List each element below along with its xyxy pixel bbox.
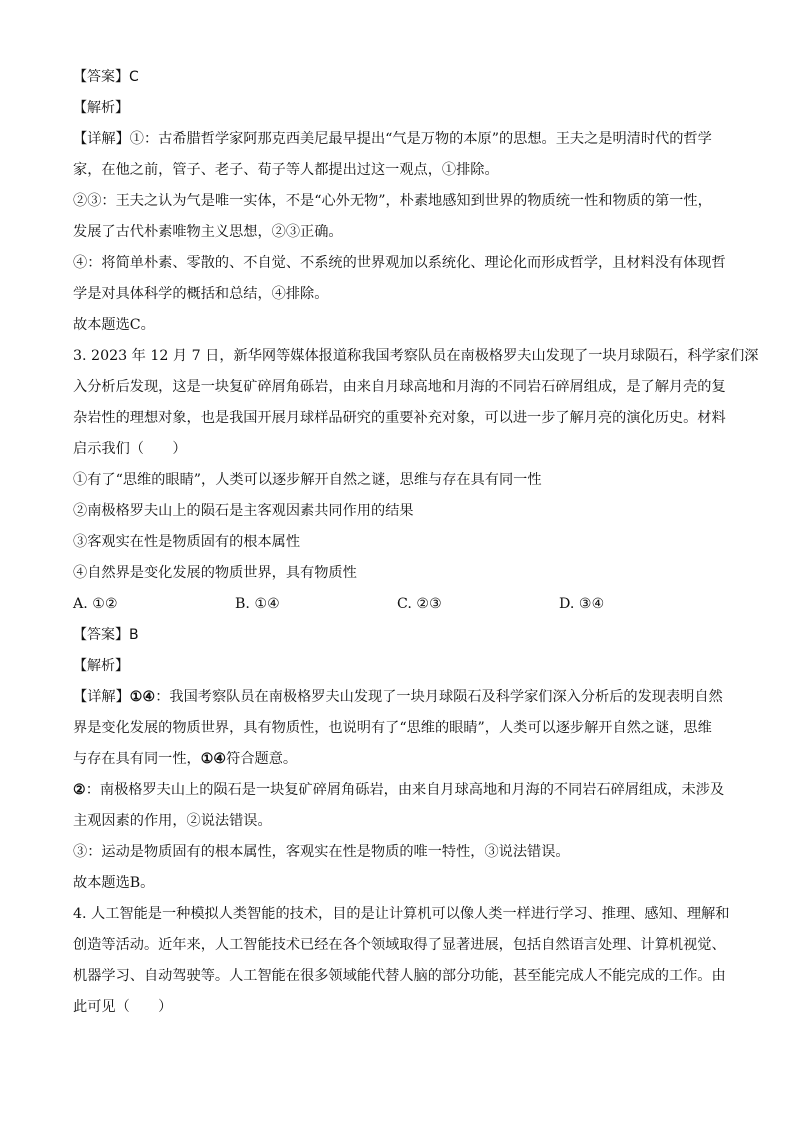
q3-item-1: ①有了“思维的眼睛”，人类可以逐步解开自然之谜，思维与存在具有同一性 bbox=[73, 472, 542, 488]
q4-stem-line-3: 机器学习、自动驾驶等。人工智能在很多领域能代替人脑的部分功能，甚至能完成人不能完成的工作。由 bbox=[73, 968, 726, 984]
q3-option-c: C. ②③ bbox=[397, 596, 442, 612]
q4-stem-line-4: 此可见（ ） bbox=[73, 999, 173, 1015]
q3-option-a: A. ①② bbox=[73, 596, 118, 612]
q3-detail-2-line-2: 主观因素的作用，②说法错误。 bbox=[73, 813, 272, 829]
q3-detail-14-numbers: ①④ bbox=[129, 689, 156, 705]
q3-stem-line-1: 3. 2023 年 12 月 7 日，新华网等媒体报道称我国考察队员在南极格罗夫山发现了一块月球陨石，科学家们深 bbox=[73, 348, 759, 364]
q3-conclusion: 故本题选B。 bbox=[73, 875, 155, 891]
q3-item-3: ③客观实在性是物质固有的根本属性 bbox=[73, 534, 301, 550]
q3-detail-label: 【详解】 bbox=[73, 689, 130, 705]
q3-detail-14-line-2: 界是变化发展的物质世界，具有物质性，也说明有了“思维的眼睛”，人类可以逐步解开自然之谜，思维 bbox=[73, 720, 712, 736]
q3-detail-2-text-1: ：南极格罗夫山上的陨石是一块复矿碎屑角砾岩，由来自月球高地和月海的不同岩石碎屑组成，未涉及 bbox=[85, 782, 725, 798]
q3-stem-line-2: 入分析后发现，这是一块复矿碎屑角砾岩，由来自月球高地和月海的不同岩石碎屑组成，是了解月壳的复 bbox=[73, 379, 726, 395]
q3-detail-2-number: ② bbox=[73, 782, 86, 798]
q3-detail-14-text-3a: 与存在具有同一性， bbox=[73, 751, 201, 767]
q2-detail-line-2: 家，在他之前，管子、老子、荀子等人都提出过这一观点，①排除。 bbox=[73, 162, 499, 178]
q3-detail-14-numbers-2: ①④ bbox=[200, 751, 227, 767]
q3-options bbox=[73, 589, 723, 620]
q2-point-23-line-1: ②③：王夫之认为气是唯一实体，不是“心外无物”，朴素地感知到世界的物质统一性和物质的第一性， bbox=[73, 193, 712, 209]
q2-point-4-line-2: 学是对具体科学的概括和总结，④排除。 bbox=[73, 286, 329, 302]
q3-stem-line-4: 启示我们（ ） bbox=[73, 441, 187, 457]
document-body bbox=[73, 62, 759, 1023]
q2-point-23-line-2: 发展了古代朴素唯物主义思想，②③正确。 bbox=[73, 224, 343, 240]
q2-answer: 【答案】C bbox=[73, 69, 139, 85]
q3-item-4: ④自然界是变化发展的物质世界，具有物质性 bbox=[73, 565, 357, 581]
q3-detail-14-line-3 bbox=[73, 744, 723, 775]
q4-stem-line-2: 创造等活动。近年来，人工智能技术已经在各个领域取得了显著进展，包括自然语言处理、计算机视觉、 bbox=[73, 937, 726, 953]
q3-detail-2-line-1 bbox=[73, 775, 723, 806]
q4-stem-line-1: 4. 人工智能是一种模拟人类智能的技术，目的是让计算机可以像人类一样进行学习、推理、感知、理解和 bbox=[73, 906, 730, 922]
q3-answer: 【答案】B bbox=[73, 627, 139, 643]
q3-option-b: B. ①④ bbox=[235, 596, 280, 612]
q3-detail-14-text-1: ：我国考察队员在南极格罗夫山发现了一块月球陨石及科学家们深入分析后的发现表明自然 bbox=[155, 689, 723, 705]
q3-detail-14-text-3c: 符合题意。 bbox=[226, 751, 298, 767]
q3-analysis-label: 【解析】 bbox=[73, 658, 129, 674]
q3-detail-3: ③：运动是物质固有的根本属性，客观实在性是物质的唯一特性，③说法错误。 bbox=[73, 844, 570, 860]
q2-detail-line-1: 【详解】①：古希腊哲学家阿那克西美尼最早提出“气是万物的本原”的思想。王夫之是明清时代的哲学 bbox=[73, 131, 712, 147]
q2-conclusion: 故本题选C。 bbox=[73, 317, 155, 333]
q3-item-2: ②南极格罗夫山上的陨石是主客观因素共同作用的结果 bbox=[73, 503, 414, 519]
q3-detail-14-line-1 bbox=[73, 682, 723, 713]
q3-stem-line-3: 杂岩性的理想对象，也是我国开展月球样品研究的重要补充对象，可以进一步了解月亮的演化历史。材料 bbox=[73, 410, 726, 426]
q3-option-d: D. ③④ bbox=[559, 596, 605, 612]
q2-point-4-line-1: ④：将简单朴素、零散的、不自觉、不系统的世界观加以系统化、理论化而形成哲学，且材料没有体现哲 bbox=[73, 255, 726, 271]
q2-analysis-label: 【解析】 bbox=[73, 100, 129, 116]
